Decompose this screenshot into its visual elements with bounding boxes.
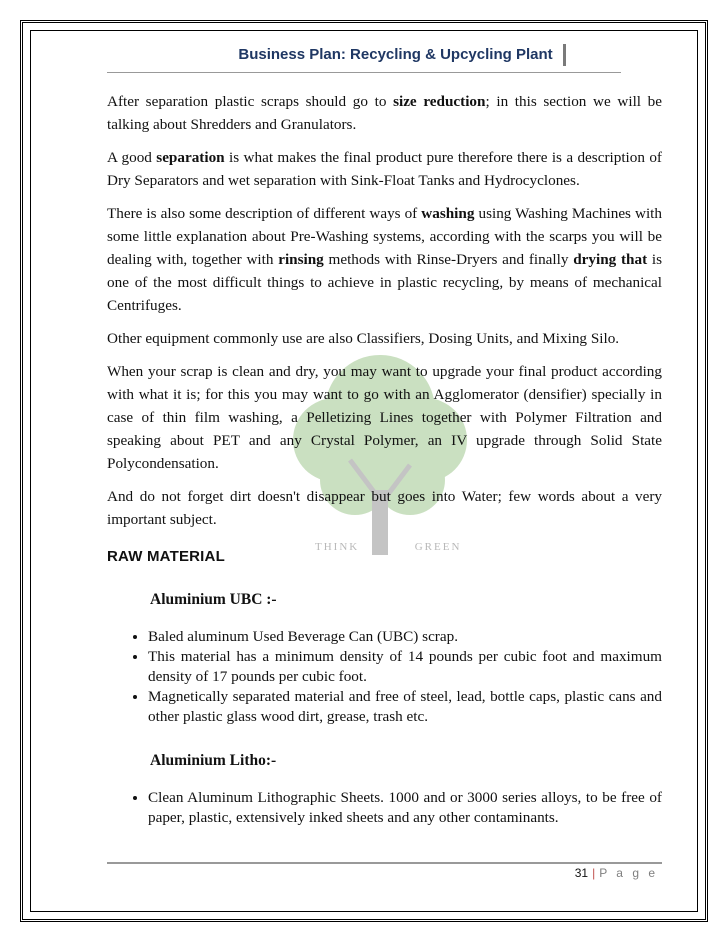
page-header (0, 44, 728, 66)
page-number-separator: | (592, 866, 596, 880)
bold-term: rinsing (278, 251, 324, 268)
text-run: ; in this section we will be talking about Shredders and Granulators. (107, 93, 663, 133)
text-run: When your scrap is clean and dry, you may want to upgrade your final product according with what it is; for this you may want to go with an Agglomerator (densifier) specially in case of thin film washing, a Pelletizing Lines together with Polymer Filtration and speaking about PET and any Crystal Polymer, an IV upgrade through Solid State Polycondensation. (107, 363, 662, 472)
list-item: • This material has a minimum density of 14 pounds per cubic foot and maximum density of 17 pounds per cubic foot. (148, 647, 662, 687)
text-run: is one of the most difficult things to achieve in plastic recycling, by means of mechanical Centrifuges. (107, 251, 663, 314)
text-run: using Washing Machines with some little explanation about Pre-Washing systems, according with the scarps you will be dealing with, together with (107, 205, 662, 268)
subsection-title-ubc: Aluminium UBC :- (150, 591, 277, 608)
paragraph-upgrade (107, 360, 662, 475)
bold-term: washing (421, 205, 475, 222)
footer-rule (107, 862, 662, 864)
watermark-left-word: THINK (315, 541, 360, 553)
list-item: • Baled aluminum Used Beverage Can (UBC) scrap. (148, 627, 662, 647)
text-run: After separation plastic scraps should go to (107, 93, 394, 110)
list-item: • Magnetically separated material and free of steel, lead, bottle caps, plastic cans and other plastic glass wood dirt, grease, trash etc. (148, 687, 662, 727)
paragraph-water (107, 485, 662, 531)
bold-term: size reduction (393, 93, 486, 110)
text-run: And do not forget dirt doesn't disappear but goes into Water; few words about a very important subject. (107, 488, 662, 528)
bullet-list-ubc (107, 627, 662, 727)
paragraph-separation (107, 146, 662, 192)
header-rule (107, 72, 621, 73)
header-title: Business Plan: Recycling & Upcycling Plant (238, 44, 565, 66)
paragraph-size-reduction (107, 90, 662, 136)
bold-term: separation (156, 149, 225, 166)
page-body (107, 90, 662, 842)
text-run: methods with Rinse-Dryers and finally (323, 251, 574, 268)
subsection-title-litho: Aluminium Litho:- (150, 752, 277, 769)
paragraph-other-equipment (107, 327, 662, 350)
watermark-right-word: GREEN (414, 541, 462, 553)
bold-term: drying that (573, 251, 648, 268)
text-run: is what makes the final product pure therefore there is a description of Dry Separators and wet separation with Sink-Float Tanks and Hydrocyclones. (107, 149, 662, 189)
text-run: Other equipment commonly use are also Classifiers, Dosing Units, and Mixing Silo. (107, 330, 620, 347)
page-number-value: 31 (574, 866, 589, 880)
text-run: A good (107, 149, 157, 166)
section-title: RAW MATERIAL (107, 548, 225, 565)
paragraph-washing (107, 202, 662, 317)
text-run: There is also some description of different ways of (107, 205, 422, 222)
list-item: • Clean Aluminum Lithographic Sheets. 1000 and or 3000 series alloys, to be free of paper, plastic, extensively inked sheets and any other contaminants. (148, 788, 662, 828)
bullet-list-litho (107, 788, 662, 828)
page-word: P a g e (599, 866, 658, 880)
page-number (575, 866, 658, 880)
